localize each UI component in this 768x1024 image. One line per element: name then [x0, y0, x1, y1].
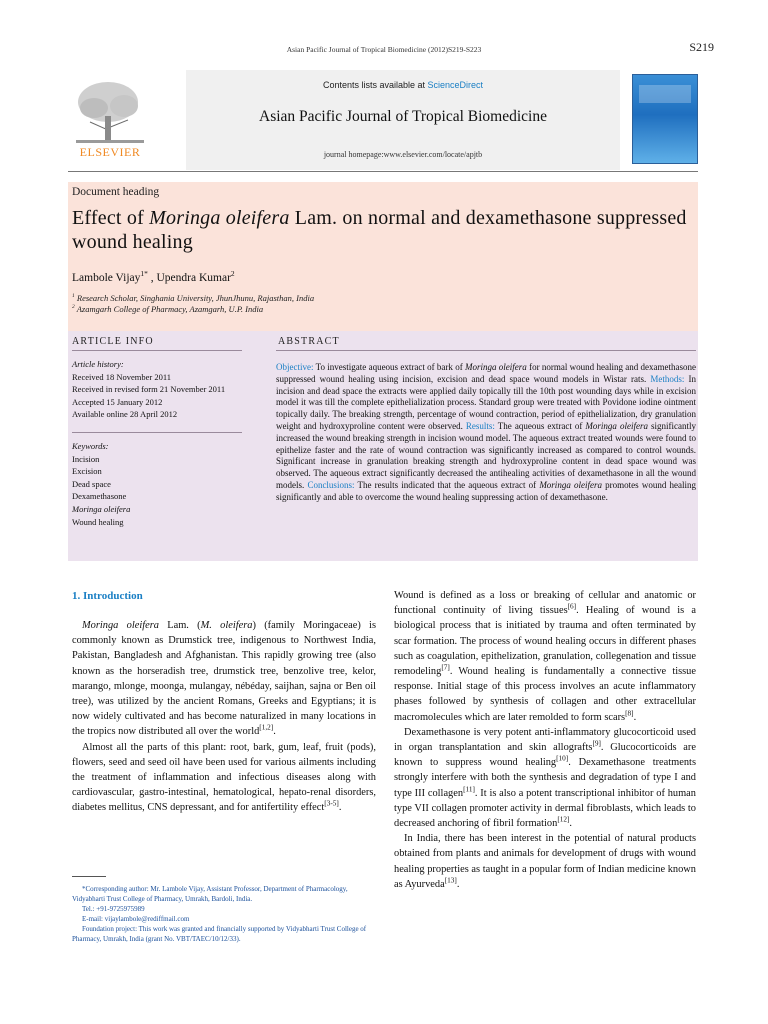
right-body-column: [394, 588, 696, 892]
telephone-note: Tel.: +91-9725975989: [82, 905, 145, 913]
keyword: Incision: [72, 453, 100, 464]
cover-title-band: [639, 85, 691, 103]
affiliation-1: $^1$ Research Scholar, Singhania University, JhunJhunu, Rajasthan, India: [72, 293, 315, 303]
footnote-rule: [72, 876, 106, 877]
funding-note: Foundation project: This work was granted and financially supported by Vidyabharti Trust College of Pharmacy, Umrakh, India (grant No. VBT/TAEC/10/12/33).: [72, 925, 367, 943]
keyword: Moringa oleifera: [72, 503, 131, 514]
history-item: Accepted 15 January 2012: [72, 396, 163, 407]
history-item: Received in revised form 21 November 2011: [72, 384, 226, 395]
corresponding-author-note: *Corresponding author: Mr. Lambole Vijay, Assistant Professor, Department of Pharmacology, Vidyabharti Trust College of Pharmacy, Umrakh, Bardoli, India.: [72, 885, 348, 903]
article-info-label: ARTICLE INFO: [72, 336, 154, 347]
left-body-column: [72, 618, 376, 816]
keyword: Excision: [72, 466, 102, 477]
history-heading: Article history:: [72, 359, 124, 369]
sciencedirect-link[interactable]: ScienceDirect: [427, 80, 484, 90]
methods-label: Methods:: [650, 373, 685, 384]
keywords-heading: Keywords:: [72, 441, 109, 451]
affiliation-2: $^2$ Azamgarh College of Pharmacy, Azamgarh, U.P. India: [72, 304, 264, 314]
introduction-heading: 1. Introduction: [72, 590, 143, 602]
conclusions-label: Conclusions:: [307, 479, 355, 490]
contents-prefix: Contents lists available at: [322, 80, 428, 90]
document-heading: Document heading: [72, 186, 160, 198]
article-info-rule: [72, 350, 242, 351]
contents-line: [186, 80, 620, 90]
keyword: Dead space: [72, 478, 111, 489]
elsevier-wordmark: ELSEVIER: [79, 145, 141, 159]
intro-paragraph: Moringa oleifera Lam. (M. oleifera) (family Moringaceae) is commonly known as Drumstick tree, indigenous to Northwest India, Pakistan, Bangladesh and Afghanistan. This rapidly growing tree (also known as the horseradish tree, drumstick tree, benzolive tree, kelor, marango, mlonge, moonga, mulangay, nébéday, saijhan, sajna or Ben oil tree), was utilized by the ancient Romans, Greeks and Egyptians; it is now widely cultivated and has become naturalized in many locations in the tropics now distributed all over the world[1,2].: [72, 620, 376, 738]
body-paragraph: Wound is defined as a loss or breaking of cellular and anatomic or functional continuity of living tissues[6]. Healing of wound is a biological process that is initiated by trauma and often terminated by scar formation. The process of wound healing occurs in different phases such as coagulation, epithelization, granulation, collegenation and tissue remodeling[7]. Wound healing is fundamentally a connective tissue response. Initial stage of this process involves an acute inflammatory phases followed by synthesis of collagen and other extracellular macromolecules which are later remolded to form scars[8].: [394, 590, 696, 723]
running-head: Asian Pacific Journal of Tropical Biomedicine (2012)S219-S223: [286, 45, 482, 54]
author-name: Lambole Vijay: [72, 272, 141, 284]
history-item: Received 18 November 2011: [72, 371, 172, 382]
objective-label: Objective:: [276, 362, 314, 372]
results-label: Results:: [465, 420, 495, 431]
abstract-body: Objective: To investigate aqueous extract of bark of Moringa oleifera for normal wound healing and dexamethasone suppressed wound healing using incision, excision and dead space wound models in Wistar rats. Methods: In incision and dead space the extracts were applied daily topically till the 10th post wounding days while in excision model it was till the complete epithelialization process. Standard group were treated with Povidone iodine ointment topically daily. The breaking strength, percentage of wound contraction, period of epithelialization, dry granulation weight and hydroxyproline content were observed. Results: The aqueous extract of Moringa oleifera significantly increased the wound breaking strength in incision wound model. The aqueous extract treated wounds were found to epithelize faster and the rate of wound contraction was significantly increased as compared to control wounds. Significant increase in granulation breaking strength and hydroxyproline content in dead space wound was observed. The aqueous extract significantly decreased the antihealing activities of dexamethasone in all the wound models. Conclusions: The results indicated that the aqueous extract of Moringa oleifera promotes wound healing significantly and able to overcome the wound healing suppressing action of dexamethasone.: [276, 362, 697, 502]
journal-name: Asian Pacific Journal of Tropical Biomedicine: [259, 108, 547, 125]
citation: [3-5]: [324, 799, 339, 808]
history-item: Available online 28 April 2012: [72, 409, 178, 420]
history-rule: [72, 432, 242, 433]
email-note[interactable]: E-mail: vijaylambole@rediffmail.com: [82, 915, 190, 923]
abstract-rule: [276, 350, 696, 351]
journal-cover-thumbnail: [632, 74, 698, 164]
journal-homepage[interactable]: journal homepage:www.elsevier.com/locate/apjtb: [323, 150, 483, 159]
abstract-label: ABSTRACT: [278, 336, 340, 347]
article-title: Effect of Moringa oleifera Lam. on normal and dexamethasone suppressed wound healing: [72, 207, 687, 253]
keyword: Wound healing: [72, 516, 124, 527]
keyword: Dexamethasone: [72, 491, 127, 502]
body-paragraph: Dexamethasone is very potent anti-inflammatory glucocorticoid used in organ transplantation and skin allografts[9]. Glucocorticoids are known to suppress wound healing[10]. Dexamethasone treatments strongly interfere with both the synthesis and degradation of type I and type III collagen[11]. It is also a potent transcriptional inhibitor of human type VII collagen promoter activity in dermal fibroblasts, which leads to decreased anchoring of fibril formation[12].: [394, 726, 696, 830]
keywords-list: [72, 440, 242, 528]
author-list: Lambole Vijay$^{1*}$ , Upendra Kumar$^2$: [72, 269, 235, 284]
citation: [1,2]: [259, 723, 274, 732]
body-paragraph: In India, there has been interest in the potential of natural products obtained from plants and animals for development of drugs with wound healing properties as taught in a popular form of Indian medicine known as Ayurveda[13].: [394, 833, 696, 890]
footnotes: [72, 884, 376, 944]
article-history: [72, 358, 242, 421]
page-number: S219: [689, 40, 714, 54]
header-rule: [68, 171, 698, 172]
author-name: Upendra Kumar: [156, 272, 231, 284]
intro-paragraph: Almost all the parts of this plant: root, bark, gum, leaf, fruit (pods), flowers, seed and seed oil have been used for various ailments including the treatment of inflammation and infectious diseases along with cardiovascular, gastro-intestinal, hematological, hepato-renal disorders, diabetes mellitus, CNS depressant, and for antifertility effect[3-5].: [72, 741, 376, 814]
